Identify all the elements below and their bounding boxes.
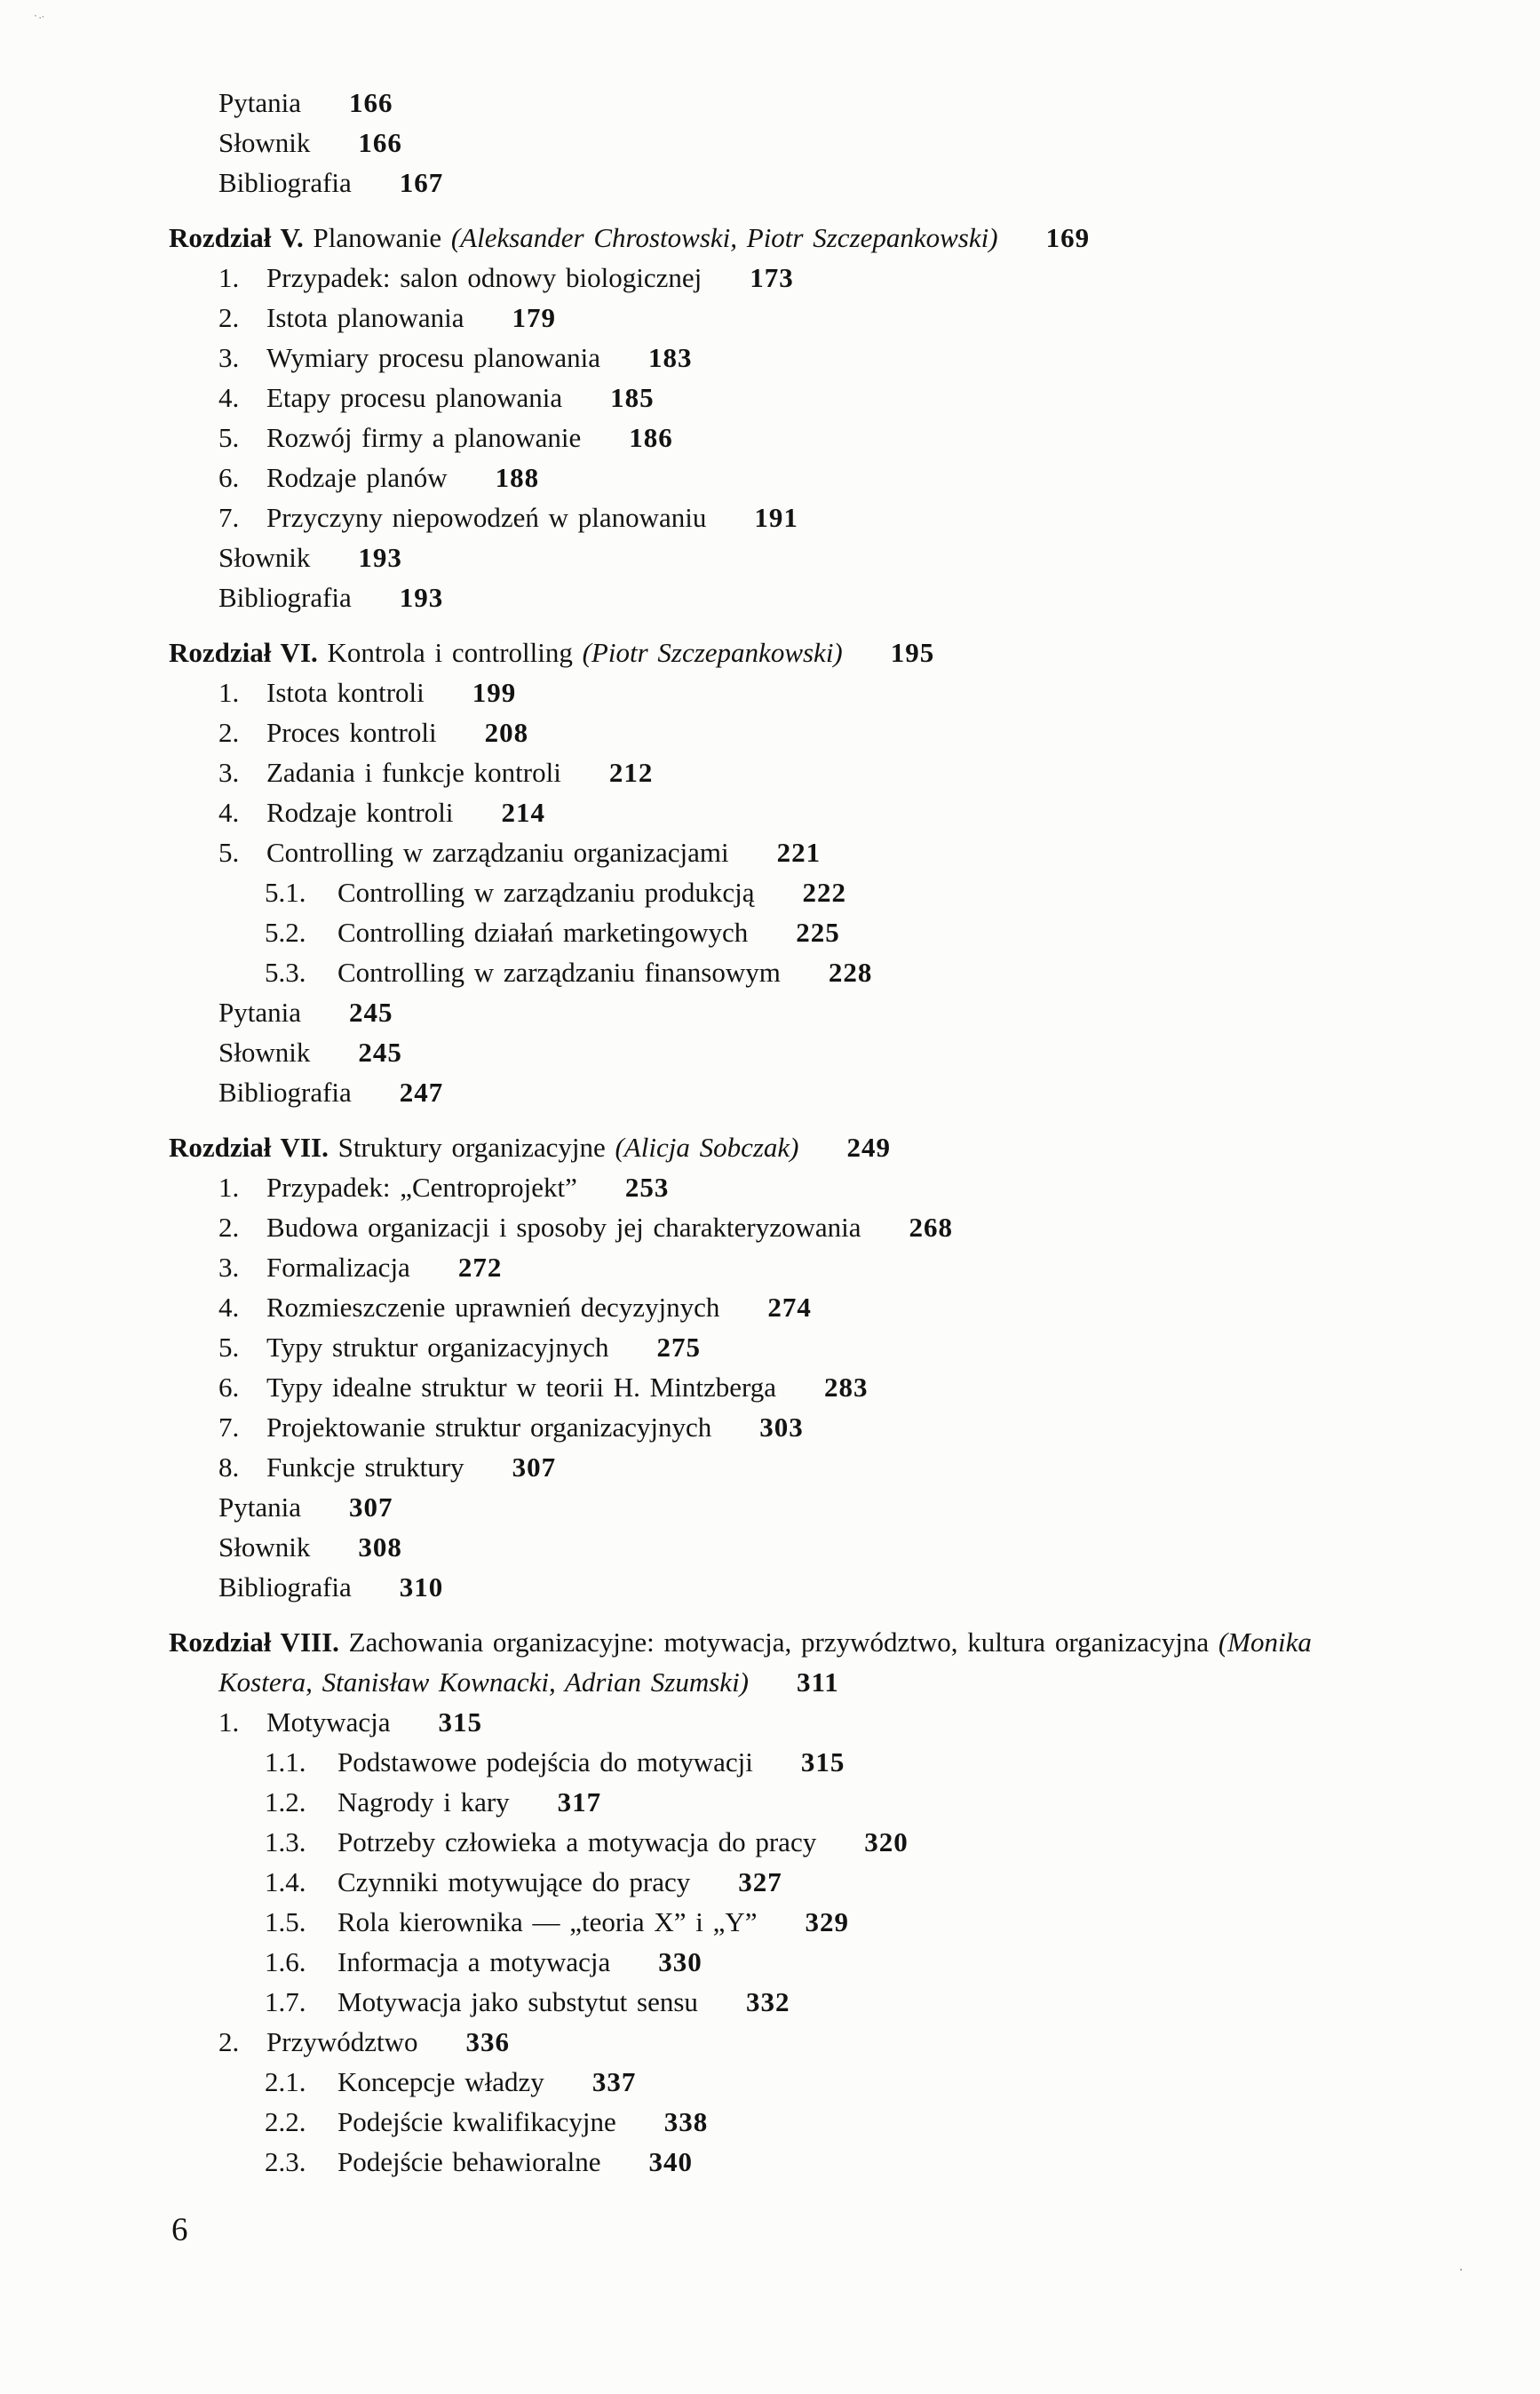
toc-line-subitem [0,1902,1540,1942]
entry-page-number: 268 [909,1212,954,1243]
entry-title: Istota kontroli [266,677,425,708]
entry-title: Rola kierownika — „teoria X” i „Y” [337,1906,758,1937]
entry-title: Istota planowania [266,302,464,333]
toc-line-item [0,792,1540,832]
entry-page-number: 307 [512,1452,557,1483]
entry-number: 1. [218,1172,240,1203]
entry-page-number: 166 [349,87,393,118]
entry-title: Przywództwo [266,2026,418,2057]
scan-artifact: · [1456,2260,1466,2279]
entry-title: Przyczyny niepowodzeń w planowaniu [266,502,707,533]
entry-page-number: 330 [658,1946,703,1977]
entry-number: 4. [218,1292,240,1323]
chapter-label: Rozdział VI. [169,637,318,668]
entry-number: 5. [218,837,240,868]
entry-number: 2. [218,2026,240,2057]
page-folio-number: 6 [171,2212,188,2248]
entry-title: Etapy procesu planowania [266,382,563,413]
entry-title: Bibliografia [218,1571,352,1603]
entry-title: Pytania [218,997,301,1028]
entry-page-number: 340 [648,2146,694,2177]
entry-number: 2. [218,717,240,748]
entry-title: Controlling w zarządzaniu produkcją [337,877,755,908]
entry-number: 3. [218,757,240,788]
entry-page-number: 338 [663,2106,709,2137]
entry-page-number: 337 [591,2066,637,2097]
chapter-title: Struktury organizacyjne [328,1132,615,1163]
chapter-authors: (Alicja Sobczak) [615,1132,799,1163]
entry-number: 2.3. [265,2146,306,2177]
toc-line-item [0,1167,1540,1207]
entry-title: Podejście behawioralne [337,2146,601,2177]
toc-line-item [0,1287,1540,1327]
toc-line-meta [0,1032,1540,1072]
toc-line-subitem [0,2062,1540,2102]
entry-page-number: 275 [656,1332,701,1363]
entry-page-number: 315 [800,1746,845,1778]
entry-title: Typy struktur organizacyjnych [266,1332,609,1363]
entry-title: Bibliografia [218,1077,352,1108]
toc-line-subitem [0,952,1540,992]
entry-title: Rodzaje planów [266,462,448,493]
entry-title: Budowa organizacji i sposoby jej charakteryzowania [266,1212,861,1243]
toc-line-item [0,712,1540,752]
entry-page-number: 336 [465,2026,510,2057]
toc-line-item [0,1407,1540,1447]
entry-title: Czynniki motywujące do pracy [337,1866,691,1897]
entry-page-number: 185 [610,382,655,413]
toc-line-item [0,378,1540,418]
entry-title: Wymiary procesu planowania [266,342,601,373]
entry-number: 5.3. [265,957,306,988]
entry-page-number: 249 [846,1132,891,1163]
toc-line-meta [0,123,1540,163]
entry-page-number: 317 [557,1786,602,1817]
toc-line-meta [0,577,1540,617]
entry-page-number: 245 [349,997,393,1028]
toc-line-chapter [0,632,1540,672]
entry-title: Słownik [218,1531,311,1563]
entry-title: Rozmieszczenie uprawnień decyzyjnych [266,1292,720,1323]
scan-artifact: ·.. [31,7,46,24]
entry-page-number: 183 [648,342,693,373]
entry-title: Przypadek: „Centroprojekt” [266,1172,577,1203]
entry-title: Podejście kwalifikacyjne [337,2106,616,2137]
chapter-label: Rozdział VII. [169,1132,329,1163]
entry-title: Bibliografia [218,582,352,613]
toc-line-chapter [0,218,1540,258]
entry-number: 1.3. [265,1826,306,1857]
toc-line-subitem [0,2102,1540,2142]
entry-title: Zadania i funkcje kontroli [266,757,561,788]
entry-page-number: 199 [472,677,517,708]
toc-line-meta [0,1072,1540,1112]
toc-line-item [0,1207,1540,1247]
entry-number: 3. [218,342,240,373]
entry-page-number: 188 [495,462,540,493]
toc-line-item [0,1247,1540,1287]
entry-number: 2.2. [265,2106,306,2137]
entry-page-number: 169 [1045,222,1091,253]
entry-number: 1.6. [265,1946,306,1977]
chapter-label: Rozdział VIII. [169,1626,339,1658]
entry-title: Rodzaje kontroli [266,797,454,828]
entry-title: Controlling działań marketingowych [337,917,749,948]
entry-page-number: 166 [358,127,402,158]
entry-title: Proces kontroli [266,717,437,748]
toc-line-item [0,752,1540,792]
entry-number: 2. [218,302,240,333]
entry-number: 2. [218,1212,240,1243]
entry-number: 8. [218,1452,240,1483]
entry-page-number: 191 [754,502,798,533]
entry-title: Słownik [218,1037,311,1068]
entry-page-number: 320 [864,1826,909,1857]
entry-number: 1. [218,677,240,708]
entry-title: Podstawowe podejścia do motywacji [337,1746,753,1778]
entry-title: Projektowanie struktur organizacyjnych [266,1412,712,1443]
entry-title: Typy idealne struktur w teorii H. Mintzberga [266,1372,776,1403]
entry-number: 5. [218,422,240,453]
toc-line-subitem [0,1982,1540,2022]
entry-page-number: 167 [399,167,444,198]
chapter-label: Rozdział V. [169,222,304,253]
entry-number: 1.1. [265,1746,306,1778]
entry-number: 7. [218,502,240,533]
toc-line-item [0,338,1540,378]
entry-number: 1. [218,262,240,293]
entry-title: Controlling w zarządzaniu organizacjami [266,837,729,868]
entry-number: 4. [218,382,240,413]
entry-page-number: 247 [399,1077,444,1108]
entry-title: Pytania [218,1491,301,1523]
toc-line-item [0,457,1540,497]
entry-page-number: 307 [349,1491,393,1523]
entry-number: 1.7. [265,1986,306,2017]
toc-line-item [0,1327,1540,1367]
toc-line-item [0,418,1540,457]
entry-title: Controlling w zarządzaniu finansowym [337,957,781,988]
entry-title: Motywacja jako substytut sensu [337,1986,698,2017]
entry-number: 1.5. [265,1906,306,1937]
entry-page-number: 315 [438,1706,482,1738]
entry-number: 4. [218,797,240,828]
entry-page-number: 195 [890,637,935,668]
entry-number: 5. [218,1332,240,1363]
toc-line-subitem [0,1942,1540,1982]
entry-title: Potrzeby człowieka a motywacja do pracy [337,1826,817,1857]
toc-line-meta [0,1527,1540,1567]
toc-line-subitem [0,1862,1540,1902]
toc-line-item [0,258,1540,298]
toc-line-item [0,1702,1540,1742]
entry-page-number: 179 [512,302,557,333]
toc-line-subitem [0,2142,1540,2182]
entry-number: 3. [218,1252,240,1283]
entry-title: Bibliografia [218,167,352,198]
entry-page-number: 228 [828,957,873,988]
entry-page-number: 327 [738,1866,782,1897]
toc-line-item [0,2022,1540,2062]
entry-number: 1.4. [265,1866,306,1897]
entry-page-number: 214 [501,797,545,828]
entry-number: 1.2. [265,1786,306,1817]
toc-line-meta [0,163,1540,203]
toc-line-meta [0,537,1540,577]
toc-line-subitem [0,1742,1540,1782]
chapter-title: Planowanie [303,222,451,253]
entry-number: 6. [218,1372,240,1403]
toc-line-subitem [0,872,1540,912]
toc-line-subitem [0,1822,1540,1862]
entry-number: 5.2. [265,917,306,948]
entry-number: 6. [218,462,240,493]
entry-number: 1. [218,1706,240,1738]
entry-page-number: 274 [767,1292,812,1323]
toc-line-item [0,1447,1540,1487]
toc-line-meta [0,83,1540,123]
entry-title: Funkcje struktury [266,1452,464,1483]
chapter-authors: (Aleksander Chrostowski, Piotr Szczepankowski) [450,222,998,253]
entry-title: Rozwój firmy a planowanie [266,422,582,453]
entry-number: 2.1. [265,2066,306,2097]
entry-page-number: 222 [802,877,847,908]
entry-number: 5.1. [265,877,306,908]
entry-page-number: 193 [358,542,402,573]
entry-title: Słownik [218,542,311,573]
entry-page-number: 208 [484,717,529,748]
chapter-title: Kontrola i controlling [317,637,583,668]
entry-title: Słownik [218,127,311,158]
chapter-authors: (Piotr Szczepankowski) [582,637,843,668]
entry-number: 7. [218,1412,240,1443]
entry-title: Formalizacja [266,1252,410,1283]
entry-page-number: 212 [608,757,654,788]
toc-line-meta [0,992,1540,1032]
entry-title: Przypadek: salon odnowy biologicznej [266,262,703,293]
toc-line-item [0,298,1540,338]
toc-line-item [0,672,1540,712]
entry-page-number: 303 [759,1412,804,1443]
entry-page-number: 283 [824,1372,869,1403]
entry-page-number: 253 [624,1172,670,1203]
entry-page-number: 173 [750,262,794,293]
chapter-title: Zachowania organizacyjne: motywacja, przywództwo, kultura organizacyjna [338,1626,1219,1658]
entry-title: Motywacja [266,1706,391,1738]
toc-line-item [0,1367,1540,1407]
entry-title: Nagrody i kary [337,1786,510,1817]
entry-title: Koncepcje władzy [337,2066,544,2097]
chapter-authors: Kostera, Stanisław Kownacki, Adrian Szumski) [218,1666,750,1698]
entry-page-number: 221 [776,837,822,868]
entry-page-number: 193 [399,582,444,613]
toc-line-meta [0,1567,1540,1607]
chapter-authors: (Monika [1218,1626,1312,1658]
toc-line-chapter [0,1127,1540,1167]
toc-line-subitem [0,912,1540,952]
entry-page-number: 311 [797,1666,839,1698]
entry-page-number: 308 [358,1531,402,1563]
toc-line-chapter [0,1622,1540,1702]
entry-page-number: 245 [358,1037,402,1068]
toc-line-subitem [0,1782,1540,1822]
toc-line-item [0,832,1540,872]
entry-page-number: 329 [805,1906,849,1937]
toc-line-meta [0,1487,1540,1527]
toc-line-item [0,497,1540,537]
entry-page-number: 186 [629,422,673,453]
entry-title: Informacja a motywacja [337,1946,611,1977]
entry-page-number: 310 [399,1571,444,1603]
entry-page-number: 272 [457,1252,503,1283]
entry-page-number: 225 [796,917,840,948]
entry-page-number: 332 [745,1986,790,2017]
entry-title: Pytania [218,87,301,118]
